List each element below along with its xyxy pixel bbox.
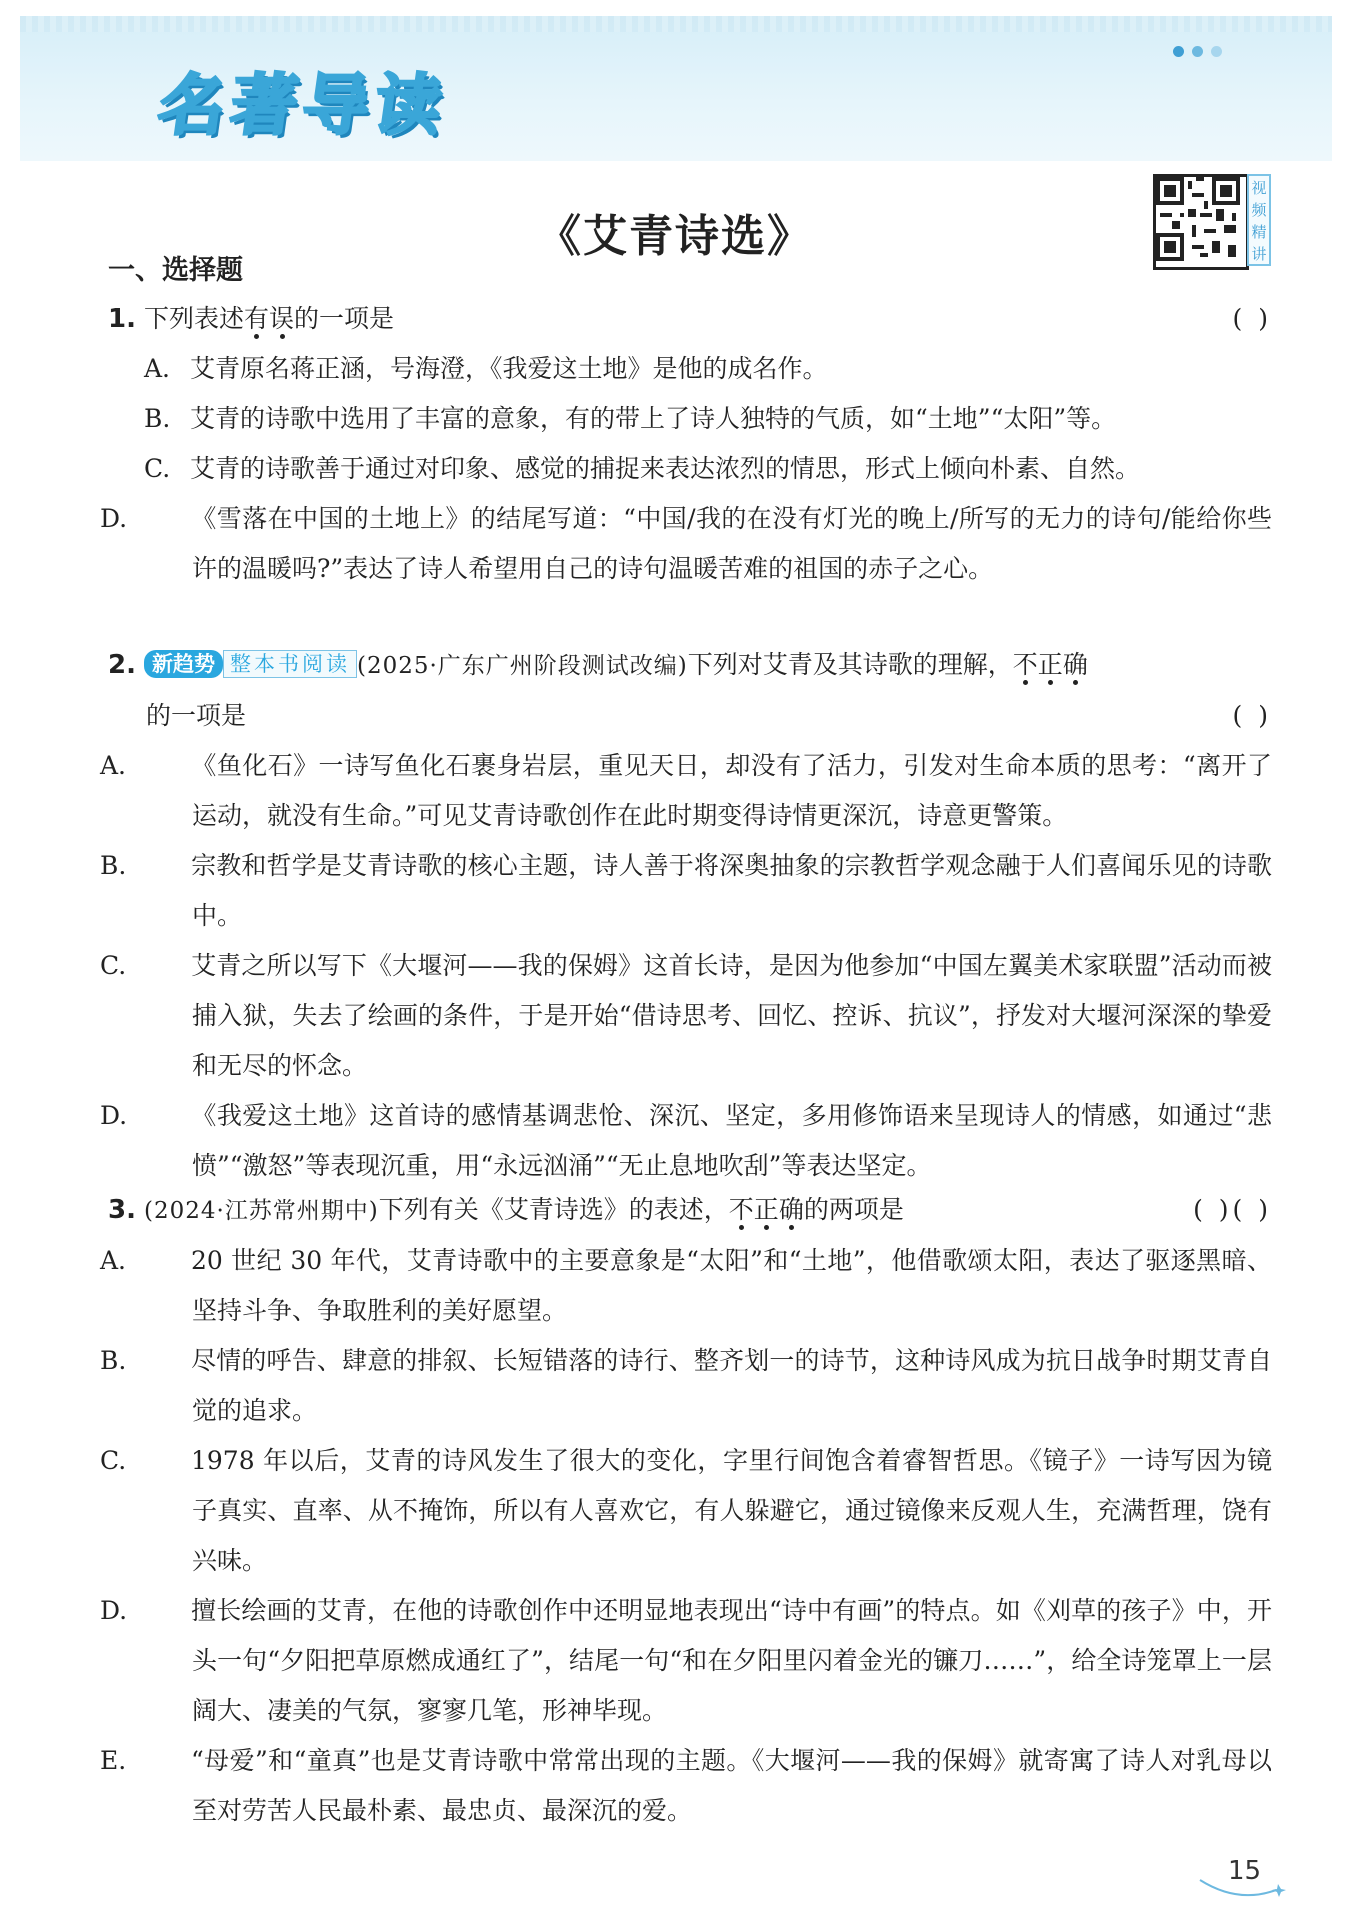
question-number: 2.	[108, 650, 136, 680]
question-number: 3.	[108, 1195, 136, 1225]
question-3	[100, 1185, 1272, 1836]
emphasis-char: 有	[243, 304, 269, 333]
option-a: A. 艾青原名蒋正涵，号海澄，《我爱这土地》是他的成名作。	[144, 354, 828, 383]
emphasis-char: 确	[1062, 650, 1088, 679]
banner-stripe	[20, 16, 1332, 32]
option-d: D. 擅长绘画的艾青，在他的诗歌创作中还明显地表现出“诗中有画”的特点。如《刈草的孩子》中，开头一句“夕阳把草原燃成通红了”，结尾一句“和在夕阳里闪着金光的镰刀……”，给全诗笼罩上一层阔大、凄美的气氛，寥寥几笔，形神毕现。	[100, 1596, 1272, 1725]
option-d: D. 《雪落在中国的土地上》的结尾写道：“中国/我的在没有灯光的晚上/所写的无力的诗句/能给你些许的温暖吗?”表达了诗人希望用自己的诗句温暖苦难的祖国的赤子之心。	[100, 504, 1272, 583]
question-1-stem: 1. 下列表述有误的一项是 ( )	[108, 294, 1272, 344]
answer-blank[interactable]: ( )	[1232, 701, 1272, 730]
option-c: C. 艾青之所以写下《大堰河——我的保姆》这首长诗，是因为他参加“中国左翼美术家联盟”活动而被捕入狱，失去了绘画的条件，于是开始“借诗思考、回忆、控诉、抗议”，抒发对大堰河深深的挚爱和无尽的怀念。	[100, 951, 1272, 1080]
answer-blanks[interactable]: ( )( )	[1193, 1195, 1272, 1224]
section-heading: 一、选择题	[108, 255, 243, 286]
whole-book-reading-badge: 整本书阅读	[223, 650, 357, 678]
option-b: B. 艾青的诗歌中选用了丰富的意象，有的带上了诗人独特的气质，如“土地”“太阳”等。	[144, 404, 1117, 433]
question-number: 1.	[108, 304, 136, 334]
option-d: D. 《我爱这土地》这首诗的感情基调悲怆、深沉、坚定，多用修饰语来呈现诗人的情感，如通过“悲愤”“激怒”等表现沉重，用“永远汹涌”“无止息地吹刮”等表达坚定。	[100, 1101, 1272, 1180]
option-b: B. 宗教和哲学是艾青诗歌的核心主题，诗人善于将深奥抽象的宗教哲学观念融于人们喜闻乐见的诗歌中。	[100, 851, 1272, 930]
page-number: 15	[1228, 1856, 1262, 1886]
option-e: E. “母爱”和“童真”也是艾青诗歌中常常出现的主题。《大堰河——我的保姆》就寄寓了诗人对乳母以至对劳苦人民最朴素、最忠贞、最深沉的爱。	[100, 1746, 1272, 1825]
emphasis-char: 误	[269, 304, 295, 333]
option-a: A. 《鱼化石》一诗写鱼化石裹身岩层，重见天日，却没有了活力，引发对生命本质的思考：“离开了运动，就没有生命。”可见艾青诗歌创作在此时期变得诗情更深沉，诗意更警策。	[100, 751, 1272, 830]
video-lecture-label: 视频精讲	[1247, 174, 1271, 266]
page-title: 《艾青诗选》	[537, 211, 813, 262]
question-1	[100, 294, 1272, 594]
question-2-stem-cont: 的一项是 ( )	[108, 691, 1272, 741]
emphasis-char: 正	[1037, 650, 1063, 679]
emphasis-char: 正	[753, 1195, 779, 1224]
question-source: (2025·广东广州阶段测试改编)	[356, 653, 688, 679]
option-c: C. 艾青的诗歌善于通过对印象、感觉的捕捉来表达浓烈的情思，形式上倾向朴素、自然。	[144, 454, 1141, 483]
question-2	[100, 640, 1272, 1191]
new-trend-badge: 新趋势	[144, 650, 223, 678]
option-c: C. 1978 年以后，艾青的诗风发生了很大的变化，字里行间饱含着睿智哲思。《镜子》一诗写因为镜子真实、直率、从不掩饰，所以有人喜欢它，有人躲避它，通过镜像来反观人生，充满哲理，饶有兴味。	[100, 1446, 1272, 1575]
question-2-stem: 2. 新趋势 整本书阅读 (2025·广东广州阶段测试改编)下列对艾青及其诗歌的理解，不正确	[108, 650, 1088, 680]
banner-dots-decoration	[1173, 46, 1222, 57]
option-a: A. 20 世纪 30 年代，艾青诗歌中的主要意象是“太阳”和“土地”，他借歌颂太阳，表达了驱逐黑暗、坚持斗争、争取胜利的美好愿望。	[100, 1246, 1272, 1325]
emphasis-char: 不	[1012, 650, 1038, 679]
emphasis-char: 确	[778, 1195, 804, 1224]
answer-blank[interactable]: ( )	[1232, 304, 1272, 333]
emphasis-char: 不	[728, 1195, 754, 1224]
question-3-stem: 3. (2024·江苏常州期中)下列有关《艾青诗选》的表述，不正确的两项是 ( )( )	[108, 1185, 1272, 1236]
question-source: (2024·江苏常州期中)	[143, 1198, 379, 1224]
banner-title: 名著导读	[153, 67, 453, 144]
option-b: B. 尽情的呼告、肆意的排叙、长短错落的诗行、整齐划一的诗节，这种诗风成为抗日战争时期艾青自觉的追求。	[100, 1346, 1272, 1425]
